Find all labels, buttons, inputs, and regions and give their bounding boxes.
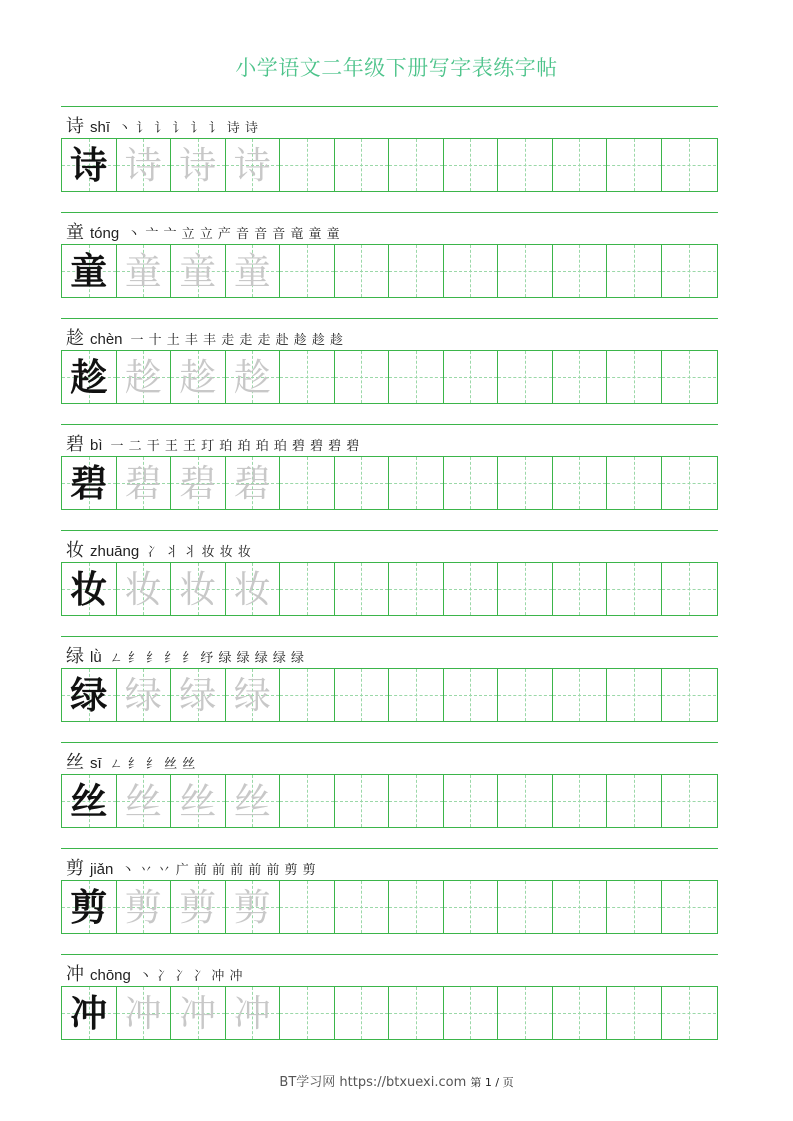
trace-character: 剪 [233, 885, 271, 929]
practice-cell[interactable] [607, 881, 662, 933]
guide-line-horizontal [389, 165, 443, 166]
guide-line-horizontal [335, 377, 389, 378]
practice-cell[interactable] [444, 457, 499, 509]
guide-line-horizontal [498, 483, 552, 484]
practice-cell[interactable] [498, 563, 553, 615]
model-character: 童 [70, 248, 108, 293]
model-cell[interactable] [62, 563, 117, 615]
trace-cell[interactable] [117, 351, 172, 403]
guide-line-horizontal [607, 1013, 661, 1014]
row-divider [61, 636, 718, 637]
practice-cell[interactable] [389, 987, 444, 1039]
stroke-order: 丶 冫 冫 冫 冲 冲 [138, 969, 244, 984]
practice-cell[interactable] [498, 245, 553, 297]
trace-character: 童 [124, 249, 162, 293]
stroke-order: 一 二 干 王 王 玎 珀 珀 珀 珀 碧 碧 碧 碧 [110, 439, 360, 454]
practice-cell[interactable] [662, 987, 717, 1039]
stroke-order: ㄥ 纟 纟 纟 纟 纾 绿 绿 绿 绿 绿 [109, 651, 305, 666]
trace-character: 妆 [233, 567, 271, 611]
trace-character: 剪 [124, 885, 162, 929]
guide-line-horizontal [498, 271, 552, 272]
practice-cell[interactable] [607, 775, 662, 827]
practice-cell[interactable] [335, 987, 390, 1039]
guide-line-horizontal [662, 483, 717, 484]
row-header [66, 642, 305, 666]
practice-cell[interactable] [553, 987, 608, 1039]
page-title: 小学语文二年级下册写字表练字帖 [235, 56, 558, 80]
row-header [66, 748, 196, 772]
trace-cell[interactable] [226, 457, 281, 509]
trace-cell[interactable] [171, 457, 226, 509]
writing-grid [61, 668, 718, 722]
practice-cell[interactable] [335, 775, 390, 827]
trace-cell[interactable] [117, 245, 172, 297]
trace-character: 绿 [233, 673, 271, 717]
trace-cell[interactable] [171, 669, 226, 721]
model-cell[interactable] [62, 245, 117, 297]
trace-character: 碧 [124, 461, 162, 505]
practice-cell[interactable] [607, 351, 662, 403]
practice-cell[interactable] [389, 775, 444, 827]
row-divider [61, 954, 718, 955]
practice-cell[interactable] [607, 987, 662, 1039]
guide-line-horizontal [444, 589, 498, 590]
stroke-order: 丶 讠 讠 讠 讠 讠 诗 诗 [118, 121, 259, 136]
character-row [61, 318, 718, 418]
practice-cell[interactable] [389, 351, 444, 403]
guide-line-horizontal [607, 483, 661, 484]
trace-character: 趁 [124, 355, 162, 399]
guide-line-horizontal [553, 801, 607, 802]
trace-cell[interactable] [117, 881, 172, 933]
row-divider [61, 106, 718, 107]
guide-line-horizontal [607, 271, 661, 272]
trace-character: 剪 [179, 885, 217, 929]
practice-cell[interactable] [335, 563, 390, 615]
row-header [66, 218, 340, 242]
guide-line-horizontal [444, 271, 498, 272]
guide-line-horizontal [280, 377, 334, 378]
practice-cell[interactable] [280, 245, 335, 297]
trace-character: 碧 [233, 461, 271, 505]
practice-cell[interactable] [335, 139, 390, 191]
character-label: 童 [66, 222, 84, 243]
practice-cell[interactable] [498, 775, 553, 827]
model-character: 绿 [70, 672, 108, 717]
practice-cell[interactable] [335, 881, 390, 933]
trace-cell[interactable] [226, 987, 281, 1039]
guide-line-horizontal [662, 271, 717, 272]
guide-line-horizontal [553, 907, 607, 908]
guide-line-horizontal [335, 907, 389, 908]
character-label: 绿 [66, 646, 84, 667]
writing-grid [61, 456, 718, 510]
writing-grid [61, 880, 718, 934]
row-divider [61, 848, 718, 849]
guide-line-horizontal [280, 483, 334, 484]
row-header [66, 536, 251, 560]
guide-line-horizontal [553, 483, 607, 484]
practice-cell[interactable] [662, 881, 717, 933]
stroke-order: 冫 丬 丬 妆 妆 妆 [147, 545, 252, 560]
trace-cell[interactable] [171, 351, 226, 403]
practice-cell[interactable] [389, 563, 444, 615]
practice-cell[interactable] [280, 563, 335, 615]
trace-character: 妆 [124, 567, 162, 611]
guide-line-horizontal [389, 483, 443, 484]
trace-cell[interactable] [117, 775, 172, 827]
trace-character: 冲 [233, 991, 271, 1035]
practice-cell[interactable] [498, 987, 553, 1039]
guide-line-horizontal [335, 165, 389, 166]
practice-cell[interactable] [553, 563, 608, 615]
trace-cell[interactable] [171, 987, 226, 1039]
guide-line-horizontal [607, 801, 661, 802]
guide-line-horizontal [553, 695, 607, 696]
character-row [61, 742, 718, 842]
guide-line-horizontal [280, 271, 334, 272]
model-cell[interactable] [62, 987, 117, 1039]
practice-cell[interactable] [389, 457, 444, 509]
guide-line-horizontal [662, 589, 717, 590]
guide-line-horizontal [662, 165, 717, 166]
practice-cell[interactable] [662, 775, 717, 827]
character-row [61, 106, 718, 206]
practice-cell[interactable] [280, 669, 335, 721]
practice-cell[interactable] [553, 881, 608, 933]
guide-line-horizontal [444, 377, 498, 378]
row-header [66, 430, 360, 454]
practice-cell[interactable] [389, 881, 444, 933]
guide-line-horizontal [280, 801, 334, 802]
practice-cell[interactable] [553, 351, 608, 403]
model-cell[interactable] [62, 139, 117, 191]
practice-cell[interactable] [498, 457, 553, 509]
footer-site[interactable]: BT学习网 https://btxuexi.com [279, 1075, 467, 1090]
practice-cell[interactable] [498, 669, 553, 721]
model-cell[interactable] [62, 881, 117, 933]
writing-grid [61, 350, 718, 404]
practice-cell[interactable] [335, 351, 390, 403]
trace-cell[interactable] [117, 139, 172, 191]
character-label: 剪 [66, 858, 84, 879]
practice-cell[interactable] [389, 245, 444, 297]
guide-line-horizontal [444, 907, 498, 908]
writing-grid [61, 244, 718, 298]
trace-character: 丝 [233, 779, 271, 823]
row-divider [61, 424, 718, 425]
pinyin-label: zhuāng [90, 543, 140, 560]
trace-character: 丝 [124, 779, 162, 823]
character-label: 丝 [66, 752, 84, 773]
row-divider [61, 742, 718, 743]
model-character: 诗 [70, 142, 108, 187]
practice-cell[interactable] [335, 457, 390, 509]
character-row [61, 954, 718, 1054]
model-cell[interactable] [62, 669, 117, 721]
guide-line-horizontal [607, 695, 661, 696]
row-divider [61, 318, 718, 319]
guide-line-horizontal [607, 907, 661, 908]
guide-line-horizontal [280, 907, 334, 908]
practice-cell[interactable] [444, 351, 499, 403]
pinyin-label: lǜ [90, 649, 102, 666]
trace-cell[interactable] [226, 563, 281, 615]
trace-cell[interactable] [226, 245, 281, 297]
guide-line-horizontal [553, 1013, 607, 1014]
guide-line-horizontal [280, 165, 334, 166]
guide-line-horizontal [662, 695, 717, 696]
trace-character: 趁 [179, 355, 217, 399]
trace-cell[interactable] [171, 245, 226, 297]
guide-line-horizontal [335, 695, 389, 696]
practice-cell[interactable] [553, 457, 608, 509]
trace-character: 冲 [124, 991, 162, 1035]
trace-character: 妆 [179, 567, 217, 611]
character-label: 诗 [66, 116, 84, 137]
guide-line-horizontal [335, 589, 389, 590]
guide-line-horizontal [389, 271, 443, 272]
page-number: 第 1 / 页 [470, 1076, 514, 1089]
guide-line-horizontal [662, 907, 717, 908]
character-row [61, 636, 718, 736]
guide-line-horizontal [280, 695, 334, 696]
guide-line-horizontal [498, 377, 552, 378]
guide-line-horizontal [498, 1013, 552, 1014]
guide-line-horizontal [444, 165, 498, 166]
practice-cell[interactable] [280, 351, 335, 403]
practice-cell[interactable] [280, 139, 335, 191]
practice-cell[interactable] [607, 245, 662, 297]
character-row [61, 848, 718, 948]
practice-cell[interactable] [280, 881, 335, 933]
trace-character: 诗 [124, 143, 162, 187]
row-header [66, 324, 344, 348]
practice-cell[interactable] [662, 563, 717, 615]
practice-cell[interactable] [280, 775, 335, 827]
guide-line-horizontal [553, 271, 607, 272]
pinyin-label: sī [90, 755, 102, 772]
trace-cell[interactable] [117, 457, 172, 509]
model-character: 妆 [70, 566, 108, 611]
trace-cell[interactable] [171, 563, 226, 615]
practice-cell[interactable] [607, 563, 662, 615]
character-label: 冲 [66, 964, 84, 985]
guide-line-horizontal [389, 589, 443, 590]
guide-line-horizontal [389, 377, 443, 378]
trace-cell[interactable] [226, 669, 281, 721]
stroke-order: ㄥ 纟 纟 丝 丝 [109, 757, 196, 772]
guide-line-horizontal [662, 801, 717, 802]
practice-cell[interactable] [389, 139, 444, 191]
guide-line-horizontal [662, 377, 717, 378]
practice-cell[interactable] [444, 775, 499, 827]
trace-cell[interactable] [171, 139, 226, 191]
practice-cell[interactable] [662, 669, 717, 721]
guide-line-horizontal [498, 165, 552, 166]
guide-line-horizontal [498, 801, 552, 802]
practice-cell[interactable] [444, 139, 499, 191]
model-cell[interactable] [62, 351, 117, 403]
writing-grid [61, 986, 718, 1040]
guide-line-horizontal [389, 907, 443, 908]
guide-line-horizontal [335, 801, 389, 802]
practice-cell[interactable] [553, 775, 608, 827]
guide-line-horizontal [662, 1013, 717, 1014]
guide-line-horizontal [607, 589, 661, 590]
trace-cell[interactable] [226, 351, 281, 403]
trace-character: 碧 [179, 461, 217, 505]
trace-cell[interactable] [117, 987, 172, 1039]
practice-cell[interactable] [662, 351, 717, 403]
practice-cell[interactable] [389, 669, 444, 721]
guide-line-horizontal [444, 801, 498, 802]
practice-cell[interactable] [444, 669, 499, 721]
practice-cell[interactable] [498, 139, 553, 191]
trace-character: 童 [233, 249, 271, 293]
practice-cell[interactable] [498, 881, 553, 933]
pinyin-label: jiǎn [90, 861, 114, 878]
guide-line-horizontal [607, 165, 661, 166]
character-label: 趁 [66, 328, 84, 349]
pinyin-label: bì [90, 437, 103, 454]
model-character: 丝 [70, 778, 108, 823]
trace-character: 绿 [179, 673, 217, 717]
guide-line-horizontal [389, 801, 443, 802]
trace-character: 绿 [124, 673, 162, 717]
character-row [61, 530, 718, 630]
row-header [66, 960, 243, 984]
guide-line-horizontal [335, 1013, 389, 1014]
practice-cell[interactable] [335, 669, 390, 721]
practice-cell[interactable] [280, 457, 335, 509]
trace-cell[interactable] [117, 563, 172, 615]
row-header [66, 854, 316, 878]
guide-line-horizontal [553, 377, 607, 378]
pinyin-label: chèn [90, 331, 123, 348]
model-character: 冲 [70, 990, 108, 1035]
guide-line-horizontal [335, 271, 389, 272]
pinyin-label: tóng [90, 225, 120, 242]
guide-line-horizontal [444, 695, 498, 696]
trace-cell[interactable] [171, 775, 226, 827]
guide-line-horizontal [280, 1013, 334, 1014]
trace-cell[interactable] [226, 139, 281, 191]
pinyin-label: chōng [90, 967, 131, 984]
row-header [66, 112, 258, 136]
model-character: 碧 [70, 460, 108, 505]
practice-cell[interactable] [444, 563, 499, 615]
practice-cell[interactable] [607, 139, 662, 191]
guide-line-horizontal [553, 589, 607, 590]
model-character: 趁 [70, 354, 108, 399]
guide-line-horizontal [498, 695, 552, 696]
guide-line-horizontal [553, 165, 607, 166]
character-row [61, 212, 718, 312]
writing-grid [61, 138, 718, 192]
trace-cell[interactable] [226, 775, 281, 827]
practice-cell[interactable] [498, 351, 553, 403]
footer [0, 1071, 793, 1090]
row-divider [61, 530, 718, 531]
pinyin-label: shī [90, 119, 111, 136]
practice-cell[interactable] [553, 245, 608, 297]
trace-cell[interactable] [117, 669, 172, 721]
guide-line-horizontal [389, 695, 443, 696]
guide-line-horizontal [498, 907, 552, 908]
practice-cell[interactable] [444, 881, 499, 933]
character-row [61, 424, 718, 524]
guide-line-horizontal [444, 1013, 498, 1014]
practice-cell[interactable] [553, 139, 608, 191]
guide-line-horizontal [280, 589, 334, 590]
practice-cell[interactable] [335, 245, 390, 297]
model-cell[interactable] [62, 457, 117, 509]
trace-cell[interactable] [171, 881, 226, 933]
trace-character: 冲 [179, 991, 217, 1035]
guide-line-horizontal [389, 1013, 443, 1014]
writing-grid [61, 562, 718, 616]
practice-cell[interactable] [280, 987, 335, 1039]
stroke-order: 一 十 土 丰 丰 走 走 走 赴 趁 趁 趁 [130, 333, 344, 348]
practice-cell[interactable] [607, 457, 662, 509]
guide-line-horizontal [444, 483, 498, 484]
practice-cell[interactable] [662, 245, 717, 297]
practice-cell[interactable] [444, 245, 499, 297]
writing-grid [61, 774, 718, 828]
guide-line-horizontal [607, 377, 661, 378]
trace-character: 丝 [179, 779, 217, 823]
practice-cell[interactable] [662, 139, 717, 191]
practice-cell[interactable] [553, 669, 608, 721]
trace-character: 童 [179, 249, 217, 293]
model-character: 剪 [70, 884, 108, 929]
character-label: 妆 [66, 540, 84, 561]
trace-cell[interactable] [226, 881, 281, 933]
character-label: 碧 [66, 434, 84, 455]
practice-cell[interactable] [662, 457, 717, 509]
practice-cell[interactable] [607, 669, 662, 721]
stroke-order: 丶 丷 丷 广 前 前 前 前 前 剪 剪 [121, 863, 317, 878]
guide-line-horizontal [335, 483, 389, 484]
trace-character: 趁 [233, 355, 271, 399]
stroke-order: 丶 亠 亠 立 立 产 音 音 音 竜 童 童 [127, 227, 341, 242]
row-divider [61, 212, 718, 213]
practice-cell[interactable] [444, 987, 499, 1039]
model-cell[interactable] [62, 775, 117, 827]
guide-line-horizontal [498, 589, 552, 590]
trace-character: 诗 [179, 143, 217, 187]
trace-character: 诗 [233, 143, 271, 187]
